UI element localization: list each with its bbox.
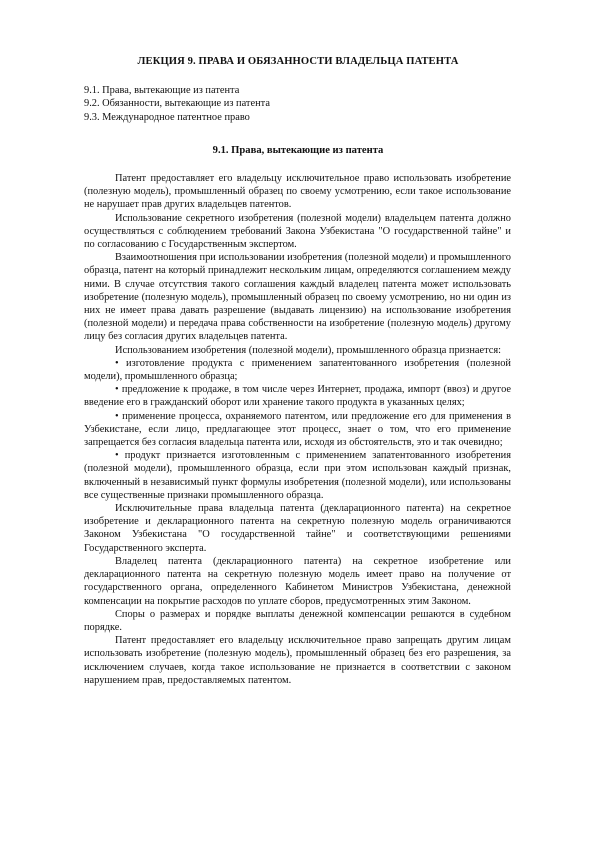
paragraph: Владелец патента (декларационного патента) на секретное изобретение или декларационного патента на секретную полезную модель имеет право на получение от государственного органа, определенного Кабинетом Министров Узбекистана, денежной компенсации на покрытие расходов по уплате сборов, предусмотренных этим Законом. [84, 555, 511, 607]
toc-item: 9.3. Международное патентное право [84, 111, 250, 123]
table-of-contents [84, 84, 512, 124]
section-body [84, 172, 511, 687]
paragraph: Использованием изобретения (полезной модели), промышленного образца признается: [115, 344, 502, 356]
paragraph: Патент предоставляет его владельцу исключительное право запрещать другим лицам использовать изобретение (полезную модель), промышленный образец без его разрешения, за исключением случаев, когда такое использование не признается в соответствии с законом нарушением прав, предоставляемых патентом. [84, 635, 511, 686]
toc-item: 9.1. Права, вытекающие из патента [84, 85, 240, 96]
bullet-paragraph: • продукт признается изготовленным с применением запатентованного изобретения (полезной модели), промышленного образца, если при этом использован каждый признак, включенный в независимый пункт формулы изобретения (полезной модели), или использованы все существенные признаки промышленного образца. [84, 450, 511, 501]
paragraph: Споры о размерах и порядке выплаты денежной компенсации решаются в судебном порядке. [84, 608, 511, 633]
paragraph: Взаимоотношения при использовании изобретения (полезной модели) и промышленного образца, патент на который принадлежит нескольким лицам, определяются соглашением между ними. В случае отсутствия такого соглашения каждый владелец патента может использовать изобретение (полезную модель), промышленный образец по своему усмотрению, но ни один из них не имеет права давать разрешение (выдавать лицензию) на использование изобретения (полезной модели) и передача права собственности на изобретение (полезную модель) другому лицу без согласия других владельцев патента. [84, 252, 511, 343]
paragraph: Исключительные права владельца патента (декларационного патента) на секретное изобретение и декларационного патента на секретную полезную модель ограничиваются Законом Узбекистана "О государственной тайне" и соответствующими решениями Государственного эксперта. [84, 503, 511, 554]
bullet-paragraph: • применение процесса, охраняемого патентом, или предложение его для применения в Узбекистане, если лицо, предлагающее этот процесс, знает о том, что его применение запрещается без согласия владельца патента или, исходя из обстоятельств, это и так очевидно; [84, 410, 511, 449]
section-heading: 9.1. Права, вытекающие из патента [212, 145, 384, 156]
paragraph: Патент предоставляет его владельцу исключительное право использовать изобретение (полезную модель), промышленный образец по своему усмотрению, если такое использование не нарушает прав других владельцев патентов. [84, 173, 511, 211]
lecture-title: ЛЕКЦИЯ 9. ПРАВА И ОБЯЗАННОСТИ ВЛАДЕЛЬЦА ПАТЕНТА [137, 56, 459, 67]
bullet-paragraph: • предложение к продаже, в том числе через Интернет, продажа, импорт (ввоз) и другое введение его в гражданский оборот или хранение такого продукта в указанных целях; [84, 384, 511, 409]
bullet-paragraph: • изготовление продукта с применением запатентованного изобретения (полезной модели), промышленного образца; [84, 357, 511, 383]
toc-item: 9.2. Обязанности, вытекающие из патента [84, 98, 270, 110]
paragraph: Использование секретного изобретения (полезной модели) владельцем патента должно осуществляться с соблюдением требований Закона Узбекистана "О государственной тайне" и по согласованию с Государственным экспертом. [84, 212, 511, 251]
